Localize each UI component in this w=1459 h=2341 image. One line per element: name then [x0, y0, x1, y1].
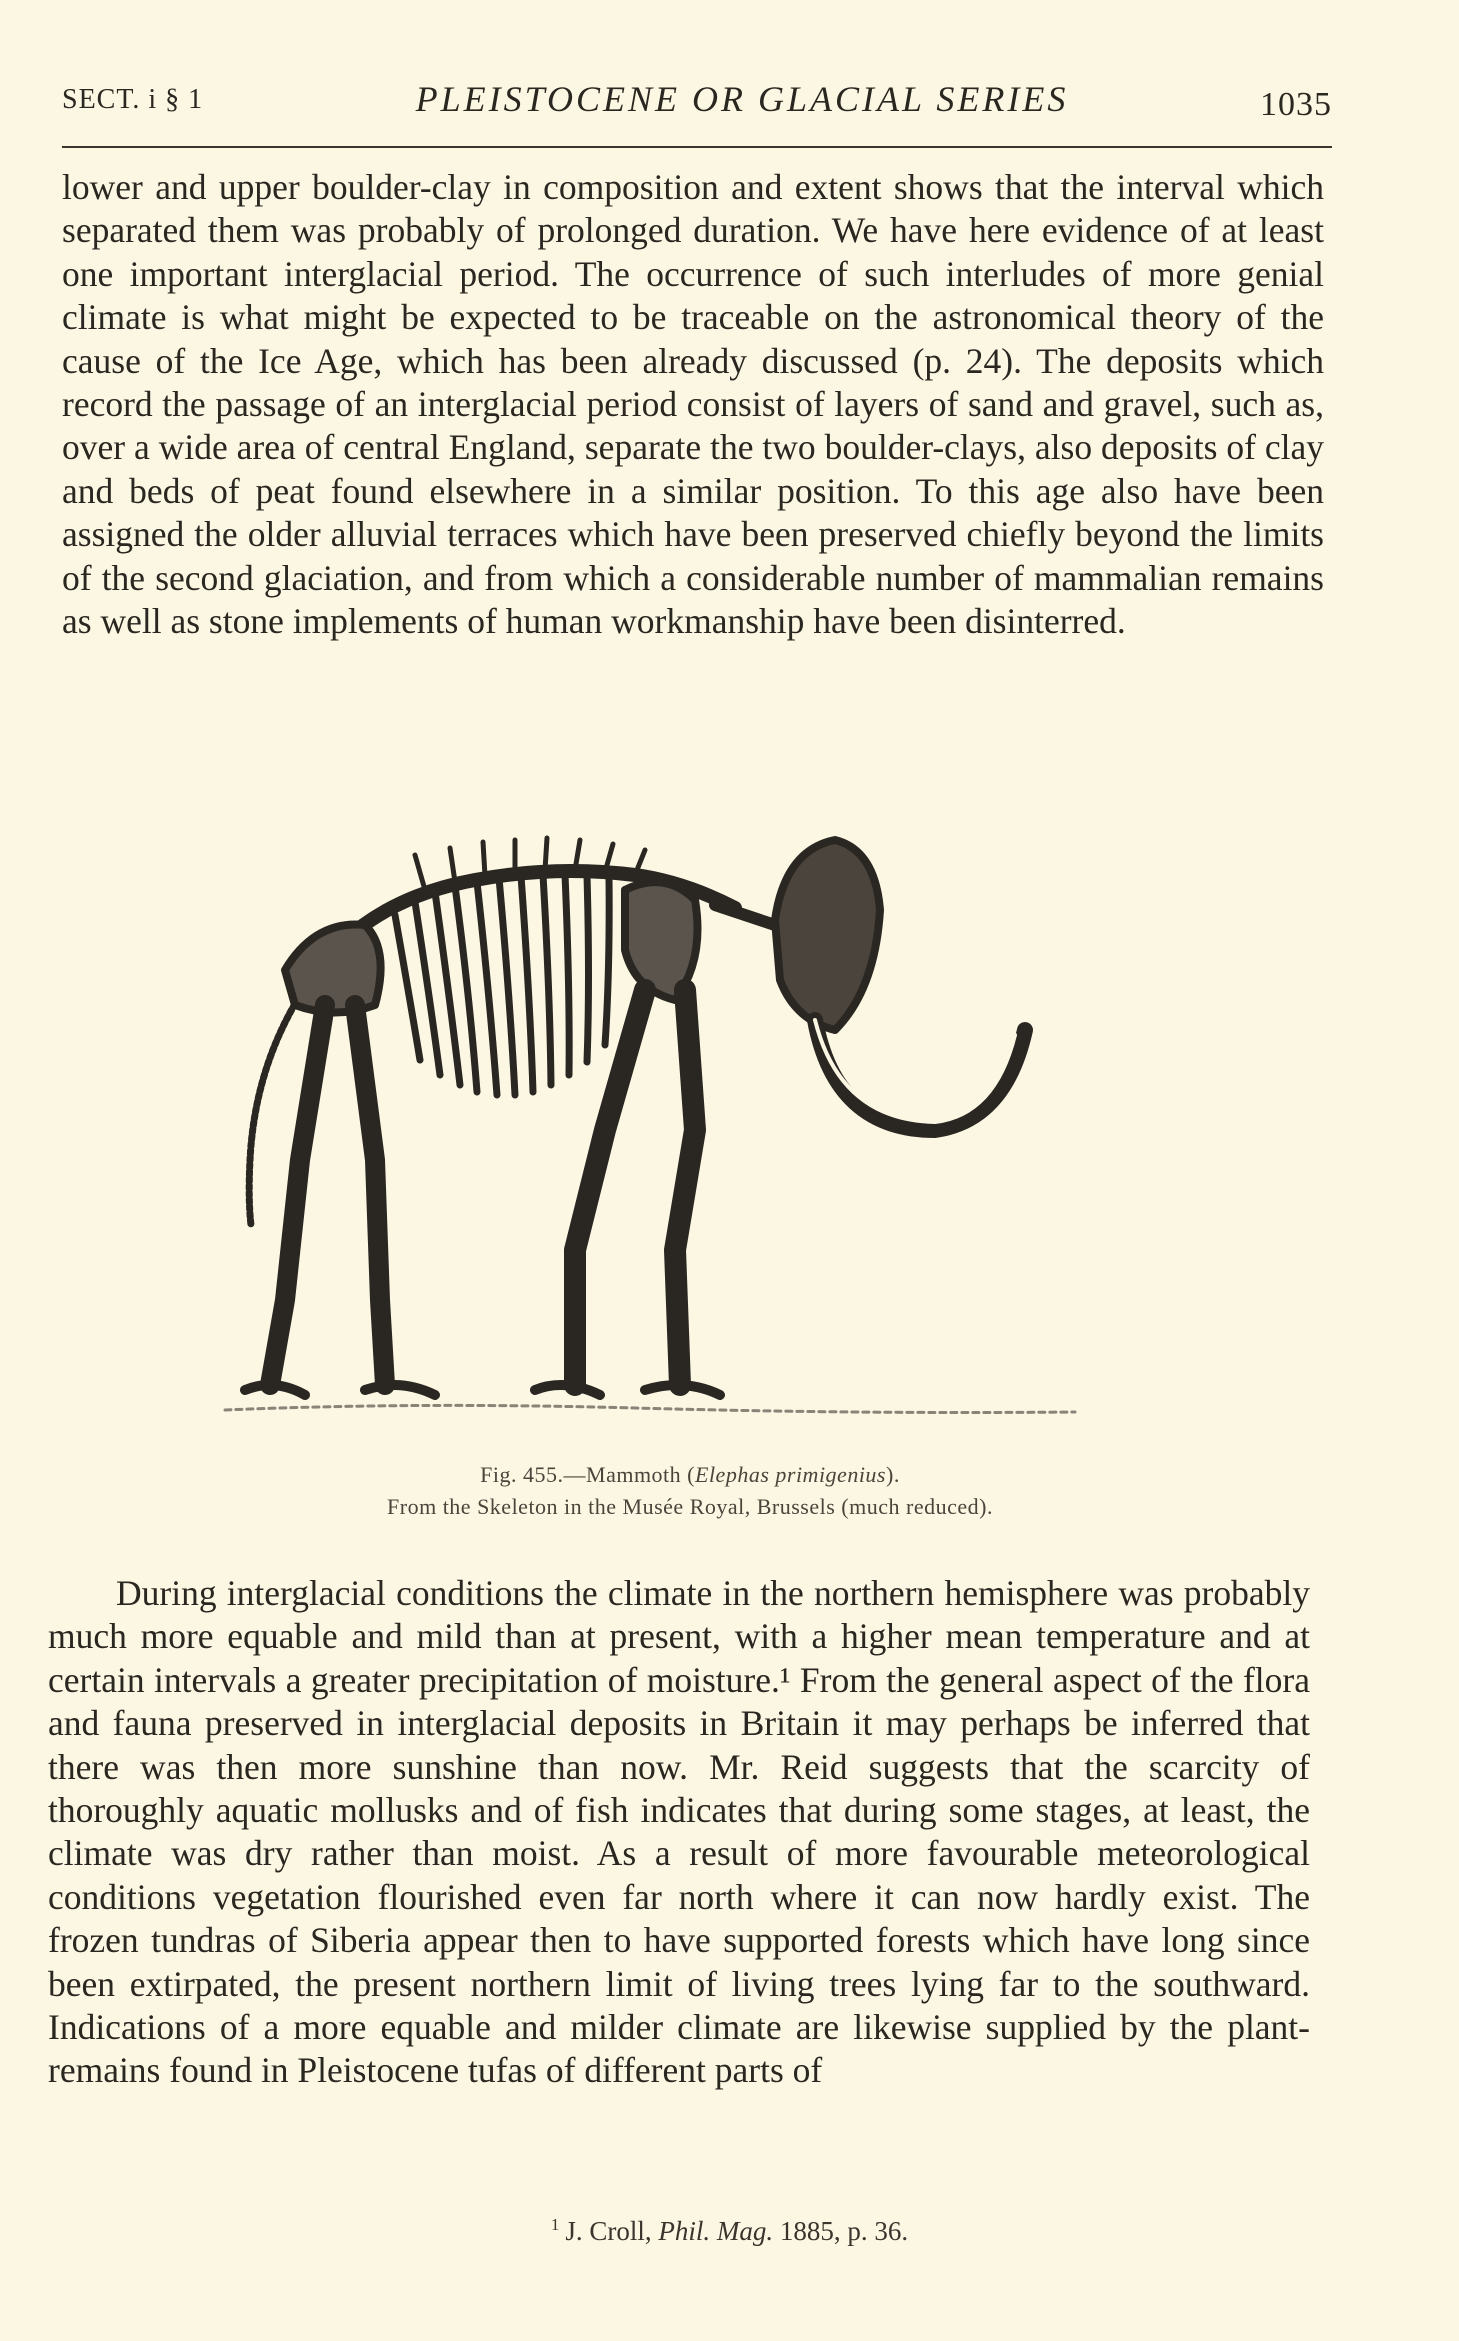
footnote-mark: 1 — [550, 2215, 560, 2234]
footnote — [0, 2215, 1459, 2247]
body-paragraph-1: lower and upper boulder-clay in composition and extent shows that the interval which separated them was probably of prolonged duration. We have here evidence of at least one important interglacial period. The occurrence of such interludes of more genial climate is what might be expected to be traceable on the astronomical theory of the cause of the Ice Age, which has been already discussed (p. 24). The deposits which record the passage of an interglacial period consist of layers of sand and gravel, such as, over a wide area of central England, separate the two boulder-clays, also deposits of clay and beds of peat found elsewhere in a similar position. To this age also have been assigned the older alluvial terraces which have been preserved chiefly beyond the limits of the second glaciation, and from which a considerable number of mammalian remains as well as stone implements of human workmanship have been disinterred. — [62, 167, 1324, 642]
running-header — [62, 72, 1332, 132]
footnote-rest: 1885, p. 36. — [779, 2216, 909, 2246]
running-title: PLEISTOCENE OR GLACIAL SERIES — [415, 79, 1069, 119]
footnote-journal: Phil. Mag. — [658, 2216, 774, 2246]
section-reference: SECT. i § 1 — [62, 84, 204, 115]
caption-prefix: Fig. 455.—Mammoth ( — [480, 1462, 695, 1487]
page-number: 1035 — [1260, 86, 1332, 123]
figure-caption-line-1 — [230, 1462, 1150, 1488]
caption-suffix: ). — [886, 1462, 900, 1487]
mammoth-skeleton-illustration — [215, 830, 1185, 1450]
body-paragraph-2: During interglacial conditions the climate in the northern hemisphere was probably much more equable and mild than at present, with a higher mean temperature and at certain intervals a greater precipitation of moisture.¹ From the general aspect of the flora and fauna preserved in interglacial deposits in Britain it may perhaps be inferred that there was then more sunshine than now. Mr. Reid suggests that the scarcity of thoroughly aquatic mollusks and of fish indicates that during some stages, at least, the climate was dry rather than moist. As a result of more favourable meteorological conditions vegetation flourished even far north where it can now hardly exist. The frozen tundras of Siberia appear then to have supported forests which have long since been extirpated, the present northern limit of living trees lying far to the southward. Indications of a more equable and milder climate are likewise supplied by the plant-remains found in Pleistocene tufas of different parts of — [48, 1573, 1310, 2091]
figure-caption-line-2: From the Skeleton in the Musée Royal, Brussels (much reduced). — [387, 1494, 993, 1519]
mammoth-skeleton-figure — [215, 830, 1185, 1450]
caption-species: Elephas primigenius — [695, 1462, 886, 1487]
footnote-author: J. Croll, — [565, 2216, 652, 2246]
header-rule — [62, 146, 1332, 148]
